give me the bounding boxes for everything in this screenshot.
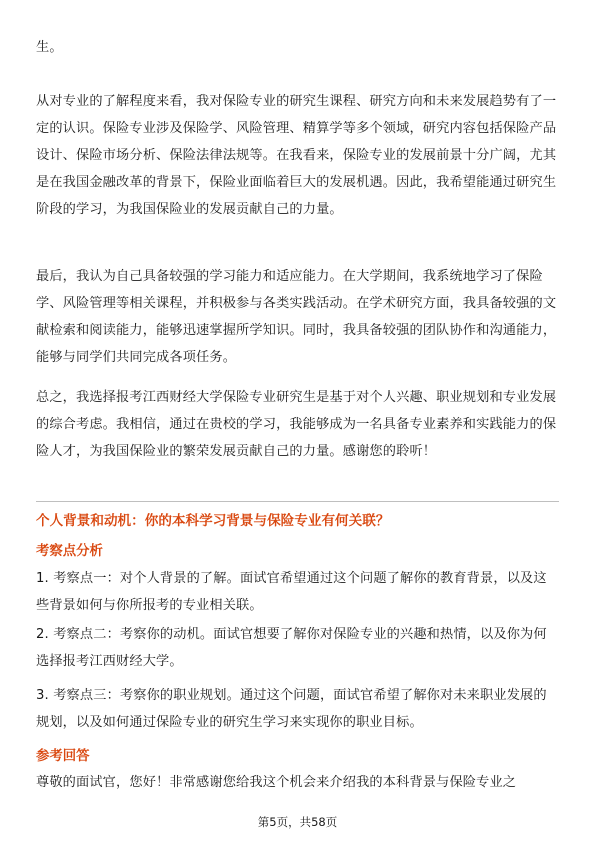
reference-answer-text: 尊敬的面试官，您好！非常感谢您给我这个机会来介绍我的本科背景与保险专业之 (36, 775, 517, 790)
interview-question: 个人背景和动机：你的本科学习背景与保险专业有何关联？ (36, 513, 390, 529)
section-divider (36, 501, 559, 502)
analysis-point-1: 1. 考察点一：对个人背景的了解。面试官希望通过这个问题了解你的教育背景，以及这些背景如何与你所报考的专业相关联。 (36, 571, 547, 613)
page-number: 第5页，共58页 (257, 815, 338, 829)
paragraph-continuation: 生。 (36, 40, 63, 55)
paragraph-major-understanding: 从对专业的了解程度来看，我对保险专业的研究生课程、研究方向和未来发展趋势有了一定的认识。保险专业涉及保险学、风险管理、精算学等多个领域，研究内容包括保险产品设计、保险市场分析、保险法律法规等。在我看来，保险专业的发展前景十分广阔，尤其是在我国金融改革的背景下，保险业面临着巨大的发展机遇。因此，我希望能通过研究生阶段的学习，为我国保险业的发展贡献自己的力量。 (36, 94, 557, 217)
analysis-point-2: 2. 考察点二：考察你的动机。面试官想要了解你对保险专业的兴趣和热情，以及你为何选择报考江西财经大学。 (36, 627, 547, 669)
analysis-heading: 考察点分析 (36, 544, 103, 559)
reference-answer-heading: 参考回答 (36, 749, 90, 764)
paragraph-learning-ability: 最后，我认为自己具备较强的学习能力和适应能力。在大学期间，我系统地学习了保险学、风险管理等相关课程，并积极参与各类实践活动。在学术研究方面，我具备较强的文献检索和阅读能力，能够迅速掌握所学知识。同时，我具备较强的团队协作和沟通能力，能够与同学们共同完成各项任务。 (36, 269, 557, 365)
paragraph-conclusion: 总之，我选择报考江西财经大学保险专业研究生是基于对个人兴趣、职业规划和专业发展的综合考虑。我相信，通过在贵校的学习，我能够成为一名具备专业素养和实践能力的保险人才，为我国保险业的繁荣发展贡献自己的力量。感谢您的聆听！ (36, 390, 557, 459)
analysis-point-3: 3. 考察点三：考察你的职业规划。通过这个问题，面试官希望了解你对未来职业发展的规划，以及如何通过保险专业的研究生学习来实现你的职业目标。 (36, 688, 547, 730)
